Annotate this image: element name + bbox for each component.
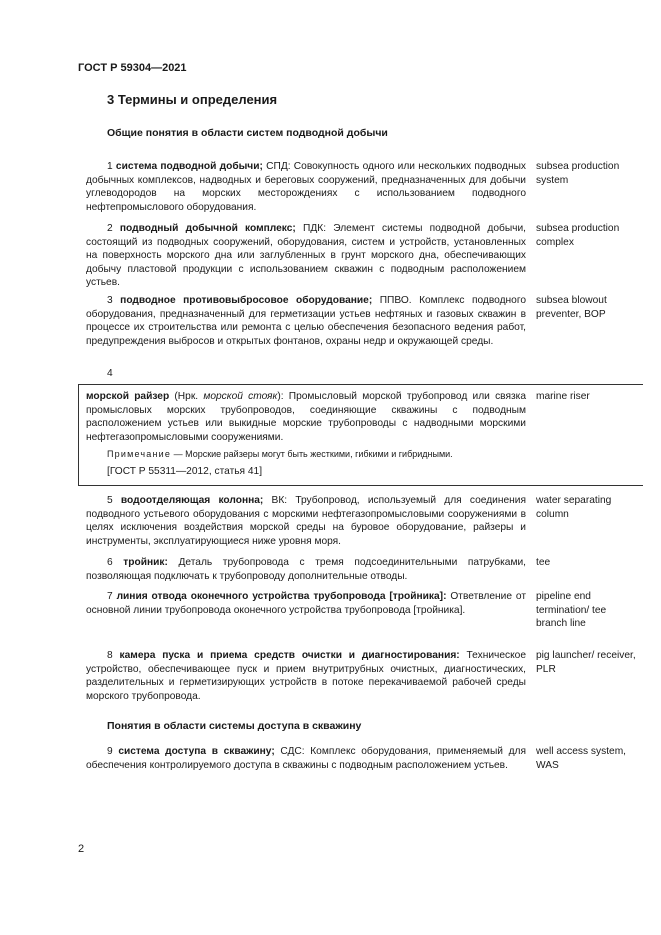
term-definition: Деталь трубопровода с тремя подсоединительными патрубками, позволяющая подключать к трубопроводу дополнительные отводы.	[86, 557, 526, 582]
term-number: 6	[107, 557, 113, 568]
term-definition: ППВО. Комплекс подводного оборудования, предназначенный для герметизации устьев нефтяных и газовых скважин в процессе их строительства или ремонта с целью обеспечения безопасного ведения работ, предупреждения выбросов и открытых фонтанов, охраны недр и окружающей среды.	[86, 295, 526, 347]
section-title: 3 Термины и определения	[107, 92, 278, 107]
term-number: 9	[107, 746, 113, 757]
term-name: линия отвода оконечного устройства трубопровода [тройника]:	[116, 591, 447, 602]
term-entry	[86, 222, 526, 290]
term-definition: Техническое устройство, обеспечивающее пуск и прием внутритрубных очистных, диагностических, разделительных и герметизирующих устройств в потоке перекачиваемой рабочей среды морского трубопровода.	[86, 650, 527, 702]
term-number: 5	[107, 495, 113, 506]
term-name: камера пуска и приема средств очистки и диагностирования:	[119, 650, 460, 661]
english-equivalent: subsea production complex	[536, 223, 620, 248]
term-entry	[86, 590, 526, 617]
term-definition: ): Промысловый морской трубопровод или связка промысловых морских трубопроводов, соединяющие скважины с подводным расположением устьев или выкидные морские трубопроводы с надводными морскими нефтегазопромысловыми сооружениями.	[86, 391, 527, 443]
term-definition: Ответвление от основной линии трубопровода оконечного устройства трубопровода [тройника].	[86, 591, 526, 616]
english-equivalent: tee	[536, 557, 551, 568]
term-entry	[86, 494, 526, 548]
term-name: водоотделяющая колонна;	[120, 495, 264, 506]
english-equivalent: pipeline end termination/ tee branch line	[536, 591, 607, 629]
term-name: система доступа в скважину;	[118, 746, 275, 757]
term-entry	[86, 649, 526, 703]
term-entry	[86, 294, 526, 348]
english-equivalent: well access system, WAS	[536, 746, 627, 771]
english-equivalent: pig launcher/ receiver, PLR	[536, 650, 636, 675]
term-entry	[86, 556, 526, 583]
term-name: подводный добычной комплекс;	[119, 223, 296, 234]
english-equivalent: marine riser	[536, 391, 590, 402]
subsection-title: Общие понятия в области систем подводной добычи	[107, 127, 388, 139]
english-equivalent: subsea production system	[536, 161, 620, 186]
term-entry	[86, 390, 526, 444]
term-definition-pre: (Нрк.	[169, 391, 204, 402]
term-definition: ПДК: Элемент системы подводной добычи, состоящий из подводных сооружений, оборудования, систем и устройств, установленных на поверхность морского дна или заглубленных в грунт морского дна, обеспечивающих добычу пластовой продукции с использованием скважин с подводным расположением устьев.	[86, 223, 526, 288]
document-header: ГОСТ Р 59304—2021	[78, 62, 187, 74]
term-number: 2	[107, 223, 113, 234]
term-entry	[86, 745, 526, 772]
page-number: 2	[78, 843, 85, 855]
english-equivalent: water separating column	[536, 495, 612, 520]
note-text: — Морские райзеры могут быть жесткими, гибкими и гибридными.	[171, 449, 453, 459]
english-equivalent: subsea blowout preventer, BOP	[536, 295, 607, 320]
term-number: 8	[107, 650, 113, 661]
term-number: 3	[107, 295, 113, 306]
term-name: система подводной добычи;	[115, 161, 263, 172]
note-label: Примечание	[107, 449, 172, 459]
term-definition: СДС: Комплекс оборудования, применяемый для обеспечения контролируемого доступа в скважины с подводным расположением устьев.	[86, 746, 526, 771]
term-name: тройник:	[123, 557, 168, 568]
note	[107, 449, 453, 459]
term-number: 4	[107, 368, 113, 379]
term-name: морской райзер	[86, 391, 170, 402]
term-entry	[86, 160, 526, 214]
term-number: 7	[107, 591, 113, 602]
term-name: подводное противовыбросовое оборудование;	[120, 295, 373, 306]
deprecated-term: морской стояк	[203, 391, 278, 402]
term-definition: СПД: Совокупность одного или нескольких подводных добычных комплексов, надводных и береговых сооружений, предназначенных для добычи углеводородов на морских месторождениях с использованием подводного нефтепромыслового оборудования.	[86, 161, 526, 213]
source-reference: [ГОСТ Р 55311—2012, статья 41]	[107, 466, 263, 477]
subsection-title: Понятия в области системы доступа в скважину	[107, 720, 362, 732]
term-number: 1	[107, 161, 113, 172]
term-definition: ВК: Трубопровод, используемый для соединения подводного устьевого оборудования с морскими нефтегазопромысловыми сооружениями в целях исключения воздействия морской среды на буровое оборудование, райзеры и инструменты, эксплуатирующиеся ниже уровня моря.	[86, 495, 526, 547]
